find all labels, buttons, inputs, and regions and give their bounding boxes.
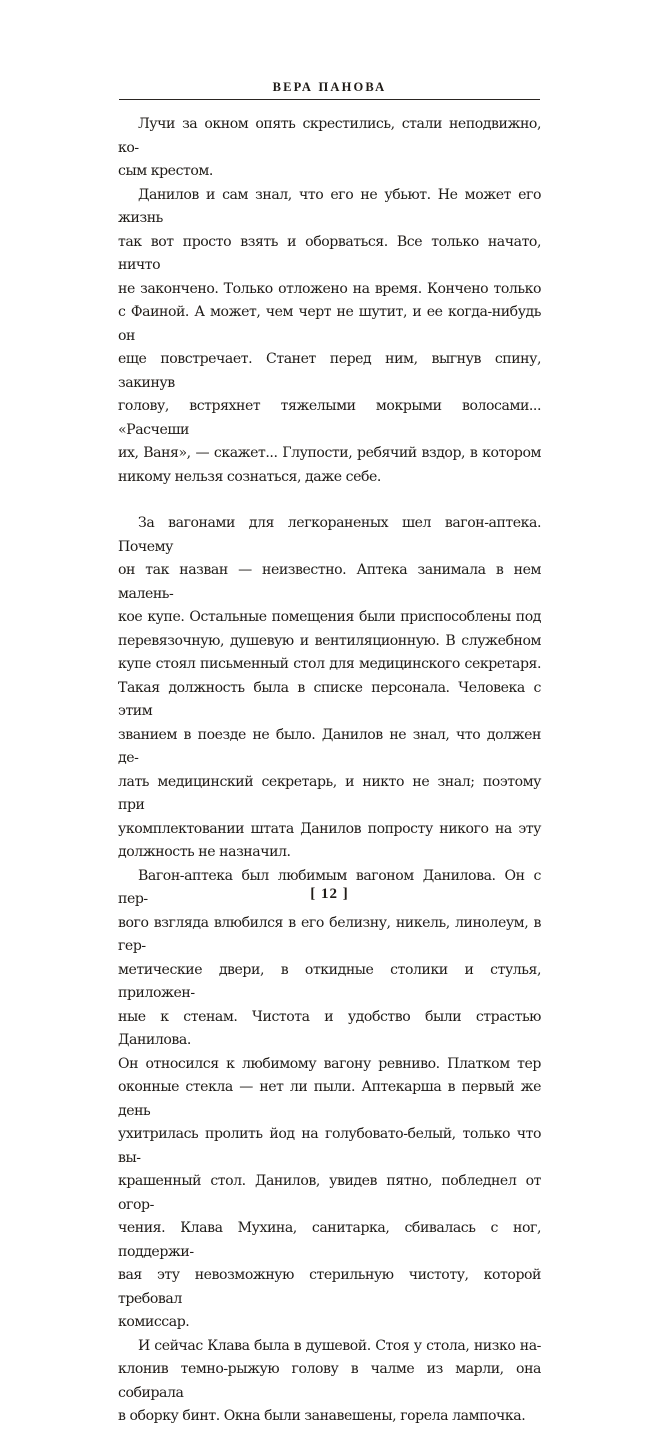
text-line: их, Ваня», — скажет... Глупости, ребячий вздор, в котором	[118, 445, 541, 461]
text-line: И сейчас Клава была в душевой. Стоя у стола, низко на-	[138, 1337, 541, 1354]
text-line: клонив темно-рыжую голову в чалме из марли, она собирала	[118, 1361, 541, 1401]
text-line: оконные стекла — нет ли пыли. Аптекарша в первый же день	[118, 1079, 541, 1119]
text-line: кое купе. Остальные помещения были приспособлены под	[118, 609, 541, 625]
text-line: Такая должность была в списке персонала. Человека с этим	[118, 679, 541, 719]
text-line: ные к стенам. Чистота и удобство были страстью Данилова.	[118, 1008, 541, 1048]
text-line: укомплектовании штата Данилов попросту никого на эту	[118, 820, 541, 837]
text-line: он так назван — неизвестно. Аптека занимала в нем малень-	[118, 562, 541, 602]
text-line: Данилов и сам знал, что его не убьют. Не может его жизнь	[118, 186, 541, 226]
text-line: званием в поезде не было. Данилов не знал, что должен де-	[118, 726, 541, 766]
page-number: [ 12 ]	[310, 886, 349, 902]
text-line: голову, встряхнет тяжелыми мокрыми волосами... «Расчеши	[118, 398, 541, 438]
text-line: метические двери, в откидные столики и стулья, приложен-	[118, 961, 541, 1001]
text-line: должность не назначил.	[118, 844, 291, 860]
text-line: вая эту невозможную стерильную чистоту, которой требовал	[118, 1267, 541, 1307]
text-line: купе стоял письменный стол для медицинского секретаря.	[118, 656, 541, 672]
text-line: Лучи за окном опять скрестились, стали неподвижно, ко-	[118, 116, 541, 156]
text-line: вого взгляда влюбился в его белизну, никель, линолеум, в гер-	[118, 914, 541, 954]
text-line: Вагон-аптека был любимым вагоном Данилова. Он с пер-	[118, 867, 541, 907]
text-line: перевязочную, душевую и вентиляционную. В служебном	[118, 632, 541, 649]
text-line: сым крестом.	[118, 163, 213, 179]
text-line: чения. Клава Мухина, санитарка, сбивалась с ног, поддержи-	[118, 1220, 541, 1260]
paragraph	[118, 184, 541, 490]
text-line: лать медицинский секретарь, и никто не знал; поэтому при	[118, 773, 541, 813]
text-line: с Фаиной. А может, чем черт не шутит, и ее когда-нибудь он	[118, 304, 541, 344]
text-line: никому нельзя сознаться, даже себе.	[118, 468, 381, 485]
text-line: комиссар.	[118, 1314, 190, 1330]
text-line: Он относился к любимому вагону ревниво. Платком тер	[118, 1055, 541, 1072]
paragraph	[118, 865, 541, 1335]
text-line: в оборку бинт. Окна были занавешены, горела лампочка.	[118, 1408, 526, 1424]
paragraph	[118, 1335, 541, 1429]
paragraph	[118, 512, 541, 865]
running-header: ВЕРА ПАНОВА	[272, 80, 387, 94]
text-line: ухитрилась пролить йод на голубовато-белый, только что вы-	[118, 1126, 541, 1166]
section-break	[118, 489, 541, 512]
header-rule	[119, 99, 540, 100]
text-line: крашенный стол. Данилов, увидев пятно, побледнел от огор-	[118, 1173, 541, 1213]
text-line: За вагонами для легкораненых шел вагон-аптека. Почему	[118, 515, 541, 555]
paragraph	[118, 113, 541, 184]
text-line: так вот просто взять и оборваться. Все только начато, ничто	[118, 233, 541, 273]
text-line: не закончено. Только отложено на время. Кончено только	[118, 280, 541, 297]
text-line: еще повстречает. Станет перед ним, выгнув спину, закинув	[118, 351, 541, 391]
page-body	[118, 113, 541, 1429]
